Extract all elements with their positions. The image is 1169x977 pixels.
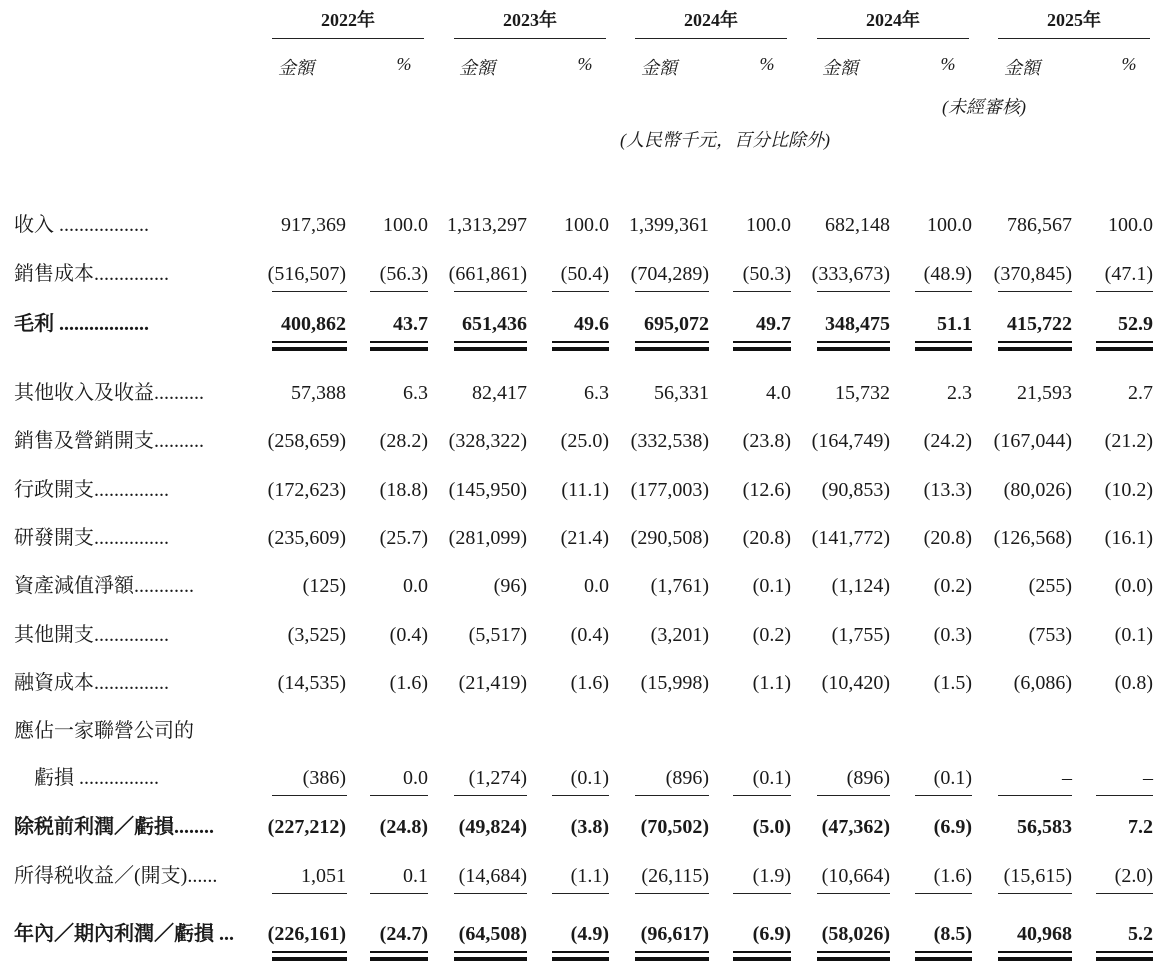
amount-cell: 682,148 xyxy=(825,214,890,236)
amount-cell: (70,502) xyxy=(640,816,709,838)
amount-cell: 1,399,361 xyxy=(629,214,709,236)
amount-cell: (126,568) xyxy=(993,527,1072,549)
row-label: 融資成本............... xyxy=(14,672,169,694)
percent-cell: 0.1 xyxy=(403,865,428,887)
percent-cell: (0.1) xyxy=(752,575,791,597)
table-row xyxy=(0,711,1169,751)
percent-cell: (1.6) xyxy=(389,672,428,694)
header-rule xyxy=(998,38,1150,39)
amount-subheading: 金額 xyxy=(459,58,495,78)
row-label: 虧損 ................ xyxy=(14,767,159,789)
percent-cell: (10.2) xyxy=(1104,479,1153,501)
table-row xyxy=(0,566,1169,606)
amount-cell: (5,517) xyxy=(468,624,527,646)
percent-cell: 2.3 xyxy=(947,382,972,404)
amount-cell: (290,508) xyxy=(630,527,709,549)
amount-cell: (258,659) xyxy=(267,430,346,452)
year-heading: 2024年 xyxy=(684,10,738,30)
amount-cell: (58,026) xyxy=(821,923,890,945)
percent-cell: (0.1) xyxy=(1114,624,1153,646)
percent-cell: 6.3 xyxy=(584,382,609,404)
amount-cell: (164,749) xyxy=(811,430,890,452)
amount-cell: 15,732 xyxy=(835,382,890,404)
percent-cell: (48.9) xyxy=(923,263,972,285)
amount-cell: (96) xyxy=(493,575,527,597)
amount-cell: 56,331 xyxy=(654,382,709,404)
amount-cell: 56,583 xyxy=(1017,816,1072,838)
percent-cell: (24.7) xyxy=(379,923,428,945)
row-label: 其他收入及收益.......... xyxy=(14,382,204,404)
percent-cell: 2.7 xyxy=(1128,382,1153,404)
percent-cell: (0.1) xyxy=(570,767,609,789)
percent-cell: (56.3) xyxy=(379,263,428,285)
percent-cell: (16.1) xyxy=(1104,527,1153,549)
percent-cell: (24.8) xyxy=(379,816,428,838)
table-row xyxy=(0,856,1169,896)
amount-cell: 917,369 xyxy=(281,214,346,236)
table-row xyxy=(0,421,1169,461)
double-underline xyxy=(1096,341,1153,351)
percent-cell: (0.8) xyxy=(1114,672,1153,694)
table-row xyxy=(0,758,1169,798)
amount-cell: (255) xyxy=(1028,575,1072,597)
amount-cell: (226,161) xyxy=(267,923,346,945)
percent-cell: (50.4) xyxy=(560,263,609,285)
percent-subheading: % xyxy=(396,54,412,74)
percent-cell: (0.1) xyxy=(752,767,791,789)
amount-cell: (14,684) xyxy=(458,865,527,887)
percent-cell: (28.2) xyxy=(379,430,428,452)
percent-cell: 51.1 xyxy=(937,313,972,335)
row-label: 銷售及營銷開支.......... xyxy=(14,430,204,452)
amount-subheading: 金額 xyxy=(278,58,314,78)
amount-subheading: 金額 xyxy=(822,58,858,78)
percent-cell: 7.2 xyxy=(1128,816,1153,838)
percent-cell: (13.3) xyxy=(923,479,972,501)
amount-cell: 82,417 xyxy=(472,382,527,404)
amount-cell: (26,115) xyxy=(641,865,709,887)
percent-cell: (2.0) xyxy=(1114,865,1153,887)
unaudited-note: (未經審核) xyxy=(942,97,1026,117)
amount-cell: (172,623) xyxy=(267,479,346,501)
percent-cell: (25.7) xyxy=(379,527,428,549)
table-row xyxy=(0,254,1169,294)
percent-cell: 6.3 xyxy=(403,382,428,404)
percent-cell: 100.0 xyxy=(1108,214,1153,236)
amount-cell: (235,609) xyxy=(267,527,346,549)
percent-cell: (5.0) xyxy=(752,816,791,838)
percent-cell: (0.0) xyxy=(1114,575,1153,597)
row-label: 毛利 .................. xyxy=(14,313,149,335)
amount-cell: (14,535) xyxy=(277,672,346,694)
amount-cell: (64,508) xyxy=(458,923,527,945)
percent-cell: (50.3) xyxy=(742,263,791,285)
single-underline xyxy=(1096,291,1153,292)
percent-cell: (3.8) xyxy=(570,816,609,838)
row-label: 所得税收益／(開支)...... xyxy=(14,865,218,887)
row-label: 其他開支............... xyxy=(14,624,169,646)
table-row xyxy=(0,518,1169,558)
amount-cell: 57,388 xyxy=(291,382,346,404)
percent-cell: (1.1) xyxy=(752,672,791,694)
year-heading: 2024年 xyxy=(866,10,920,30)
amount-cell: (281,099) xyxy=(448,527,527,549)
percent-cell: (1.9) xyxy=(752,865,791,887)
percent-cell: (20.8) xyxy=(923,527,972,549)
row-label: 資產減值淨額............ xyxy=(14,575,194,597)
amount-cell: 1,051 xyxy=(301,865,346,887)
amount-cell: (21,419) xyxy=(458,672,527,694)
amount-cell: – xyxy=(1062,767,1072,789)
amount-cell: (370,845) xyxy=(993,263,1072,285)
table-row xyxy=(0,807,1169,847)
amount-cell: (516,507) xyxy=(267,263,346,285)
percent-cell: (0.2) xyxy=(933,575,972,597)
percent-cell: (0.1) xyxy=(933,767,972,789)
percent-cell: 100.0 xyxy=(383,214,428,236)
percent-cell: 5.2 xyxy=(1128,923,1153,945)
percent-cell: (1.5) xyxy=(933,672,972,694)
percent-cell: 100.0 xyxy=(746,214,791,236)
amount-cell: (753) xyxy=(1028,624,1072,646)
percent-cell: 43.7 xyxy=(393,313,428,335)
percent-cell: (21.2) xyxy=(1104,430,1153,452)
row-label: 收入 .................. xyxy=(14,214,149,236)
percent-cell: (20.8) xyxy=(742,527,791,549)
percent-cell: (1.6) xyxy=(933,865,972,887)
amount-cell: (896) xyxy=(846,767,890,789)
header-rule xyxy=(454,38,606,39)
amount-cell: 651,436 xyxy=(462,313,527,335)
percent-cell: 100.0 xyxy=(564,214,609,236)
table-row xyxy=(0,914,1169,954)
amount-cell: (10,420) xyxy=(821,672,890,694)
amount-cell: 695,072 xyxy=(644,313,709,335)
year-heading: 2022年 xyxy=(321,10,375,30)
table-row xyxy=(0,663,1169,703)
table-row xyxy=(0,470,1169,510)
percent-cell: 49.7 xyxy=(756,313,791,335)
amount-cell: (47,362) xyxy=(821,816,890,838)
header-rule xyxy=(635,38,787,39)
single-underline xyxy=(1096,795,1153,796)
percent-cell: (0.4) xyxy=(570,624,609,646)
year-heading: 2023年 xyxy=(503,10,557,30)
amount-cell: (6,086) xyxy=(1013,672,1072,694)
table-row xyxy=(0,205,1169,245)
percent-cell: (6.9) xyxy=(752,923,791,945)
row-label: 除税前利潤／虧損........ xyxy=(14,816,214,838)
header-rule xyxy=(817,38,969,39)
amount-cell: 400,862 xyxy=(281,313,346,335)
percent-subheading: % xyxy=(759,54,775,74)
row-label: 銷售成本............... xyxy=(14,263,169,285)
amount-cell: (1,761) xyxy=(650,575,709,597)
percent-cell: (47.1) xyxy=(1104,263,1153,285)
amount-cell: (333,673) xyxy=(811,263,890,285)
single-underline xyxy=(1096,893,1153,894)
percent-cell: (24.2) xyxy=(923,430,972,452)
amount-cell: 348,475 xyxy=(825,313,890,335)
percent-cell: (21.4) xyxy=(560,527,609,549)
amount-subheading: 金額 xyxy=(1004,58,1040,78)
amount-cell: (661,861) xyxy=(448,263,527,285)
row-label: 研發開支............... xyxy=(14,527,169,549)
amount-cell: (10,664) xyxy=(821,865,890,887)
percent-cell: (18.8) xyxy=(379,479,428,501)
amount-cell: (177,003) xyxy=(630,479,709,501)
table-row xyxy=(0,615,1169,655)
amount-cell: 415,722 xyxy=(1007,313,1072,335)
amount-cell: 40,968 xyxy=(1017,923,1072,945)
amount-cell: (227,212) xyxy=(267,816,346,838)
amount-subheading: 金額 xyxy=(641,58,677,78)
amount-cell: (386) xyxy=(302,767,346,789)
row-label: 應佔一家聯營公司的 xyxy=(14,720,194,742)
percent-cell: – xyxy=(1143,767,1153,789)
amount-cell: (49,824) xyxy=(458,816,527,838)
amount-cell: (328,322) xyxy=(448,430,527,452)
amount-cell: (1,274) xyxy=(468,767,527,789)
amount-cell: (145,950) xyxy=(448,479,527,501)
percent-cell: 52.9 xyxy=(1118,313,1153,335)
percent-cell: (8.5) xyxy=(933,923,972,945)
amount-cell: (80,026) xyxy=(1003,479,1072,501)
percent-subheading: % xyxy=(1121,54,1137,74)
header-rule xyxy=(272,38,424,39)
percent-cell: (0.3) xyxy=(933,624,972,646)
amount-cell: (15,615) xyxy=(1003,865,1072,887)
table-row xyxy=(0,373,1169,413)
table-row xyxy=(0,304,1169,344)
currency-note: (人民幣千元，百分比除外) xyxy=(620,130,830,150)
percent-cell: 100.0 xyxy=(927,214,972,236)
amount-cell: (125) xyxy=(302,575,346,597)
percent-cell: (4.9) xyxy=(570,923,609,945)
percent-cell: 49.6 xyxy=(574,313,609,335)
percent-cell: (12.6) xyxy=(742,479,791,501)
year-heading: 2025年 xyxy=(1047,10,1101,30)
amount-cell: (15,998) xyxy=(640,672,709,694)
amount-cell: (704,289) xyxy=(630,263,709,285)
amount-cell: (3,525) xyxy=(287,624,346,646)
amount-cell: (90,853) xyxy=(821,479,890,501)
percent-cell: (25.0) xyxy=(560,430,609,452)
amount-cell: (141,772) xyxy=(811,527,890,549)
percent-cell: (0.4) xyxy=(389,624,428,646)
amount-cell: 786,567 xyxy=(1007,214,1072,236)
percent-cell: (1.1) xyxy=(570,865,609,887)
percent-subheading: % xyxy=(940,54,956,74)
amount-cell: (1,755) xyxy=(831,624,890,646)
percent-cell: 0.0 xyxy=(584,575,609,597)
amount-cell: 21,593 xyxy=(1017,382,1072,404)
double-underline xyxy=(1096,951,1153,961)
amount-cell: (3,201) xyxy=(650,624,709,646)
percent-subheading: % xyxy=(577,54,593,74)
amount-cell: (167,044) xyxy=(993,430,1072,452)
percent-cell: 0.0 xyxy=(403,767,428,789)
amount-cell: (896) xyxy=(665,767,709,789)
percent-cell: (23.8) xyxy=(742,430,791,452)
row-label: 年內／期內利潤／虧損 ... xyxy=(14,923,234,945)
percent-cell: 0.0 xyxy=(403,575,428,597)
amount-cell: 1,313,297 xyxy=(447,214,527,236)
amount-cell: (1,124) xyxy=(831,575,890,597)
percent-cell: (6.9) xyxy=(933,816,972,838)
percent-cell: (0.2) xyxy=(752,624,791,646)
amount-cell: (332,538) xyxy=(630,430,709,452)
amount-cell: (96,617) xyxy=(640,923,709,945)
percent-cell: (1.6) xyxy=(570,672,609,694)
percent-cell: 4.0 xyxy=(766,382,791,404)
percent-cell: (11.1) xyxy=(561,479,609,501)
row-label: 行政開支............... xyxy=(14,479,169,501)
